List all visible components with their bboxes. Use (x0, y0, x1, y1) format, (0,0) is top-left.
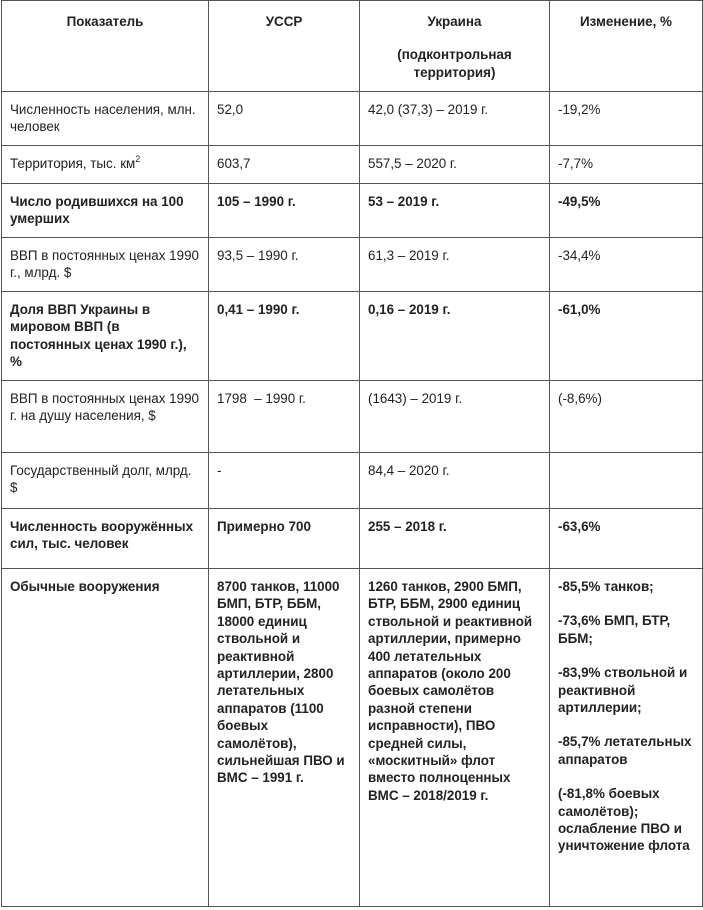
cell-ukraine: (1643) – 2019 г. (360, 381, 550, 453)
cell-ukraine: 0,16 – 2019 г. (360, 292, 550, 381)
cell-ukraine: 53 – 2019 г. (360, 184, 550, 238)
cell-change: -7,7% (550, 146, 703, 184)
table-row (2, 569, 703, 907)
cell-ussr: 52,0 (209, 92, 360, 146)
cell-ukraine: 557,5 – 2020 г. (360, 146, 550, 184)
table-row (2, 92, 703, 146)
cell-indicator: Обычные вооружения (2, 569, 209, 907)
cell-change: -61,0% (550, 292, 703, 381)
cell-ukraine: 255 – 2018 г. (360, 509, 550, 569)
cell-indicator: Число родившихся на 100 умерших (2, 184, 209, 238)
cell-change (550, 569, 703, 907)
cell-indicator: Численность вооружённых сил, тыс. человек (2, 509, 209, 569)
cell-indicator: ВВП в постоянных ценах 1990 г., млрд. $ (2, 238, 209, 292)
header-change: Изменение, % (550, 1, 703, 92)
cell-indicator: ВВП в постоянных ценах 1990 г. на душу населения, $ (2, 381, 209, 453)
table-row (2, 238, 703, 292)
cell-change (550, 453, 703, 509)
cell-ukraine: 42,0 (37,3) – 2019 г. (360, 92, 550, 146)
change-bmp: -73,6% БМП, БТР, ББМ; (558, 613, 671, 646)
table-row (2, 381, 703, 453)
cell-ussr: 105 – 1990 г. (209, 184, 360, 238)
header-ukraine-sub: (подконтрольная территория) (397, 47, 512, 80)
cell-ukraine: 1260 танков, 2900 БМП, БТР, ББМ, 2900 единиц ствольной и реактивной артиллерии, примерно 400 летательных аппаратов (около 200 боевых самолётов разной степени исправности), ПВО средней силы, «москитный» флот вместо полноценных ВМС – 2018/2019 г. (360, 569, 550, 907)
change-tanks: -85,5% танков; (558, 579, 654, 594)
cell-ukraine: 61,3 – 2019 г. (360, 238, 550, 292)
cell-ussr: 0,41 – 1990 г. (209, 292, 360, 381)
cell-ussr: 8700 танков, 11000 БМП, БТР, ББМ, 18000 единиц ствольной и реактивной артиллерии, 2800 летательных аппаратов (1100 боевых самолётов), сильнейшая ПВО и ВМС – 1991 г. (209, 569, 360, 907)
table-row (2, 453, 703, 509)
cell-indicator: Доля ВВП Украины в мировом ВВП (в постоянных ценах 1990 г.), % (2, 292, 209, 381)
cell-change: -63,6% (550, 509, 703, 569)
table-row (2, 509, 703, 569)
cell-indicator: Государственный долг, млрд. $ (2, 453, 209, 509)
cell-indicator: Численность населения, млн. человек (2, 92, 209, 146)
header-row (2, 1, 703, 92)
cell-ussr: 93,5 – 1990 г. (209, 238, 360, 292)
cell-ussr: 1798 – 1990 г. (209, 381, 360, 453)
change-artillery: -83,9% ствольной и реактивной артиллерии; (558, 665, 688, 716)
header-indicator: Показатель (2, 1, 209, 92)
superscript: 2 (135, 154, 141, 164)
cell-change: -49,5% (550, 184, 703, 238)
cell-ussr: - (209, 453, 360, 509)
cell-change: (-8,6%) (550, 381, 703, 453)
header-ukraine-label: Украина (427, 14, 482, 29)
table-row (2, 184, 703, 238)
header-ukraine (360, 1, 550, 92)
cell-ukraine: 84,4 – 2020 г. (360, 453, 550, 509)
cell-indicator-text: Территория, тыс. км (10, 156, 136, 171)
change-aircraft: -85,7% летательных аппаратов (558, 734, 692, 767)
cell-ussr: Примерно 700 (209, 509, 360, 569)
change-fighters: (-81,8% боевых самолётов); ослабление ПВО и уничтожение флота (558, 786, 690, 854)
table-row (2, 146, 703, 184)
cell-change: -19,2% (550, 92, 703, 146)
comparison-table (1, 0, 703, 907)
cell-ussr: 603,7 (209, 146, 360, 184)
cell-change: -34,4% (550, 238, 703, 292)
table-row (2, 292, 703, 381)
cell-indicator (2, 146, 209, 184)
header-ussr: УССР (209, 1, 360, 92)
